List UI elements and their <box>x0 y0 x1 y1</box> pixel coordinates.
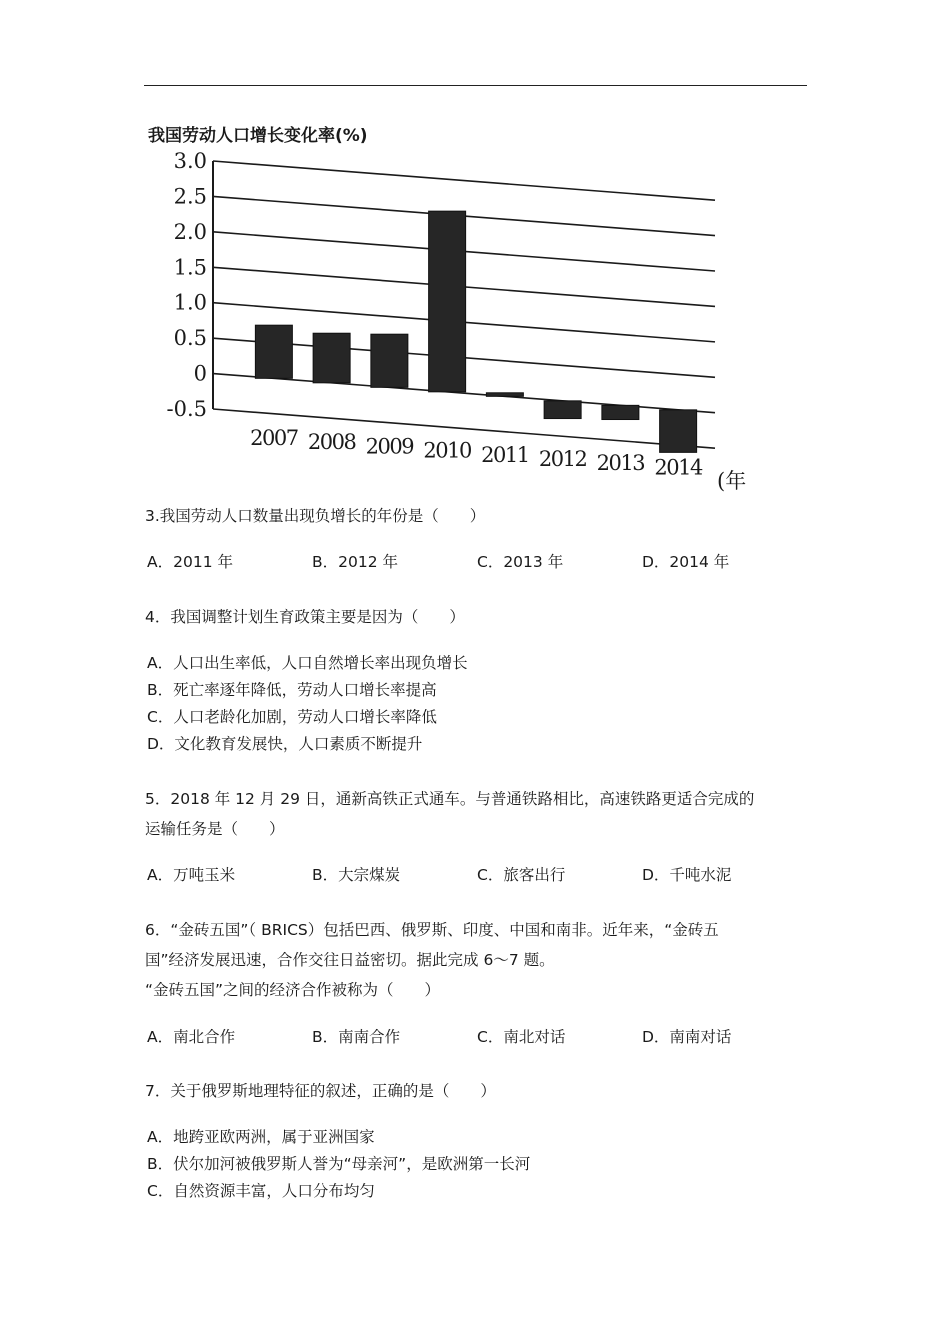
q4-option-b[interactable]: B．死亡率逐年降低，劳动人口增长率提高 <box>147 681 437 699</box>
q6-option-d[interactable]: D．南南对话 <box>642 1028 732 1046</box>
question-4-stem: 4．我国调整计划生育政策主要是因为（ ） <box>145 608 465 626</box>
chart-bar <box>602 405 639 419</box>
chart-bar <box>660 410 697 453</box>
chart-y-tick-label: 0.5 <box>173 326 207 351</box>
chart-x-tick-label: 2012 <box>538 447 587 471</box>
question-6-options <box>147 1026 847 1048</box>
q5-option-b[interactable]: B．大宗煤炭 <box>312 866 401 884</box>
header-rule <box>144 85 807 86</box>
chart-bar <box>429 211 466 392</box>
q3-option-a[interactable]: A．2011 年 <box>147 553 233 571</box>
chart-x-tick-label: 2014 <box>654 455 702 480</box>
chart-svg <box>140 115 760 495</box>
chart-y-tick-label: 2.5 <box>173 184 207 209</box>
q3-option-b[interactable]: B．2012 年 <box>312 553 399 571</box>
chart-bar <box>313 333 350 383</box>
labor-population-chart <box>140 115 760 495</box>
q5-option-a[interactable]: A．万吨玉米 <box>147 866 236 884</box>
chart-y-tick-label: 0 <box>193 361 207 386</box>
q6-option-c[interactable]: C．南北对话 <box>477 1028 566 1046</box>
q7-option-a[interactable]: A．地跨亚欧两洲，属于亚洲国家 <box>147 1128 375 1146</box>
question-5-stem-line-1: 5．2018 年 12 月 29 日，通新高铁正式通车。与普通铁路相比，高速铁路更适合完成的 <box>145 790 755 808</box>
q4-option-c[interactable]: C．人口老龄化加剧，劳动人口增长率降低 <box>147 708 437 726</box>
question-5-stem-line-2: 运输任务是（ ） <box>145 820 285 838</box>
question-6-stem-line-2: 国”经济发展迅速，合作交往日益密切。据此完成 6～7 题。 <box>145 951 555 969</box>
chart-bar <box>486 393 523 397</box>
chart-x-tick-label: 2013 <box>596 451 645 476</box>
q7-option-b[interactable]: B．伏尔加河被俄罗斯人誉为“母亲河”，是欧洲第一长河 <box>147 1155 531 1173</box>
q3-option-d[interactable]: D．2014 年 <box>642 553 730 571</box>
chart-y-tick-label: 2.0 <box>173 219 207 244</box>
chart-x-tick-label: 2008 <box>307 430 356 455</box>
q6-option-b[interactable]: B．南南合作 <box>312 1028 401 1046</box>
question-5-options <box>147 864 847 886</box>
chart-y-tick-label: 3.0 <box>173 149 207 173</box>
question-6-stem-line-1: 6．“金砖五国”（ BRICS）包括巴西、俄罗斯、印度、中国和南非。近年来，“金砖五 <box>145 921 719 939</box>
chart-y-tick-label: -0.5 <box>166 397 207 421</box>
chart-bar <box>371 334 408 387</box>
question-7-stem: 7．关于俄罗斯地理特征的叙述，正确的是（ ） <box>145 1082 496 1100</box>
chart-title: 我国劳动人口增长变化率(%) <box>148 126 368 146</box>
chart-y-tick-label: 1.0 <box>173 290 207 315</box>
question-3-options <box>147 551 847 573</box>
chart-gridline <box>213 161 715 200</box>
chart-y-tick-label: 1.5 <box>173 255 207 280</box>
chart-bar <box>255 325 292 378</box>
q3-option-c[interactable]: C．2013 年 <box>477 553 564 571</box>
q7-option-c[interactable]: C．自然资源丰富，人口分布均匀 <box>147 1182 375 1200</box>
q5-option-d[interactable]: D．千吨水泥 <box>642 866 732 884</box>
chart-x-tick-label: 2009 <box>365 434 414 459</box>
q4-option-d[interactable]: D．文化教育发展快，人口素质不断提升 <box>147 735 423 753</box>
chart-x-tick-label: 2010 <box>423 438 471 463</box>
chart-x-tick-label: 2011 <box>481 442 529 467</box>
chart-x-unit: (年 <box>717 469 747 493</box>
chart-bar <box>544 401 581 419</box>
chart-x-tick-label: 2007 <box>250 426 298 450</box>
q5-option-c[interactable]: C．旅客出行 <box>477 866 566 884</box>
question-3-stem: 3.我国劳动人口数量出现负增长的年份是（ ） <box>145 507 486 525</box>
q4-option-a[interactable]: A．人口出生率低，人口自然增长率出现负增长 <box>147 654 468 672</box>
question-6-stem-line-3: “金砖五国”之间的经济合作被称为（ ） <box>145 981 441 999</box>
q6-option-a[interactable]: A．南北合作 <box>147 1028 236 1046</box>
